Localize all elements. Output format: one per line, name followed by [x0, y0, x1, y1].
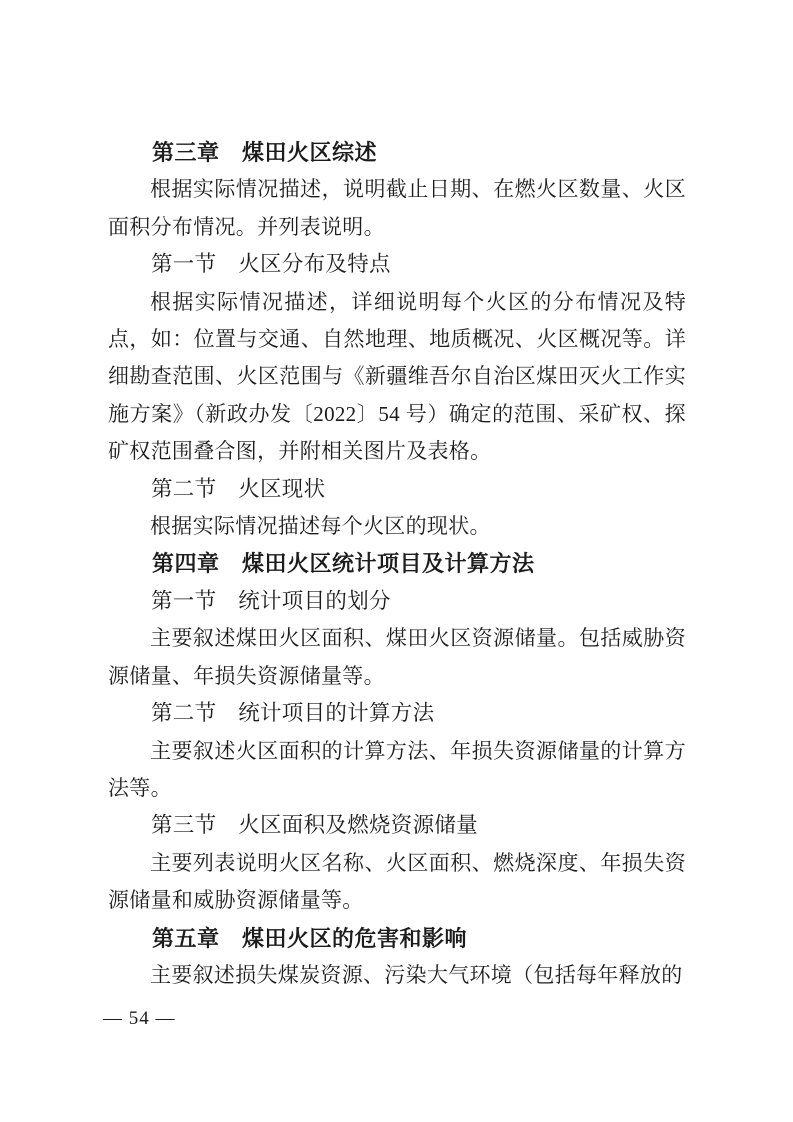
body-paragraph: 根据实际情况描述，说明截止日期、在燃火区数量、火区面积分布情况。并列表说明。	[108, 177, 686, 239]
section-heading-2b: 第二节 统计项目的计算方法	[151, 701, 435, 726]
body-paragraph: 根据实际情况描述每个火区的现状。	[150, 514, 491, 539]
chapter-heading-4: 第四章 煤田火区统计项目及计算方法	[152, 551, 535, 577]
body-paragraph: 根据实际情况描述，详细说明每个火区的分布情况及特点，如：位置与交通、自然地理、地质概况、火区概况等。详细勘查范围、火区范围与《新疆维吾尔自治区煤田灭火工作实施方案》（新政办发〔2022〕54 号）确定的范围、采矿权、探矿权范围叠合图，并附相关图片及表格。	[108, 289, 686, 464]
page-number: — 54 —	[103, 1008, 176, 1029]
document-content	[108, 134, 686, 994]
body-paragraph: 主要叙述火区面积的计算方法、年损失资源储量的计算方法等。	[108, 738, 686, 800]
chapter-heading-3: 第三章 煤田火区综述	[152, 140, 378, 165]
body-paragraph: 主要叙述煤田火区面积、煤田火区资源储量。包括威胁资源储量、年损失资源储量等。	[108, 626, 686, 688]
section-heading-1: 第一节 火区分布及特点	[151, 252, 391, 277]
section-heading-2: 第二节 火区现状	[151, 476, 326, 501]
section-heading-3b: 第三节 火区面积及燃烧资源储量	[151, 813, 479, 838]
section-heading-1b: 第一节 统计项目的划分	[151, 588, 391, 613]
body-paragraph: 主要叙述损失煤炭资源、污染大气环境（包括每年释放的	[150, 962, 683, 987]
body-paragraph: 主要列表说明火区名称、火区面积、燃烧深度、年损失资源储量和威胁资源储量等。	[108, 850, 686, 913]
chapter-heading-5: 第五章 煤田火区的危害和影响	[152, 925, 468, 951]
